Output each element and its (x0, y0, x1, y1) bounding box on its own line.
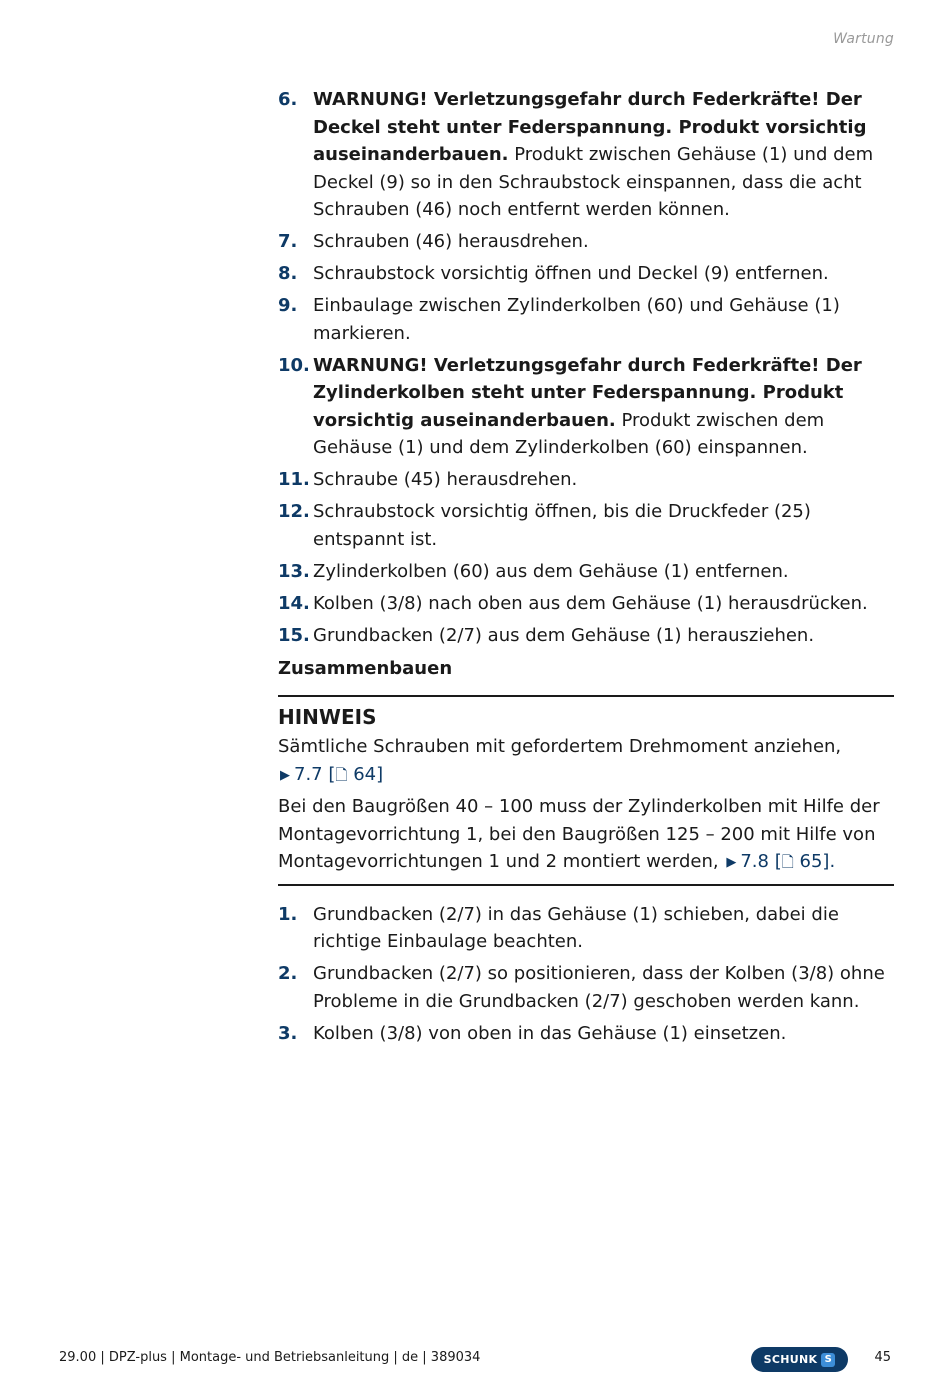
instruction-text: Grundbacken (2/7) so positionieren, dass der Kolben (3/8) ohne Probleme in die Grundbacken (2/7) geschoben werden kann. (313, 963, 885, 1012)
step-13 (278, 558, 894, 586)
assembly-step-2 (278, 960, 894, 1015)
step-14 (278, 590, 894, 618)
page-icon: 🗋 (781, 853, 794, 871)
step-number: 12. (278, 501, 310, 522)
logo-text: SCHUNK (763, 1353, 818, 1366)
step-number: 2. (278, 963, 298, 984)
arrow-right-icon: ▶ (280, 767, 290, 783)
main-content (278, 86, 894, 1052)
assembly-heading: Zusammenbauen (278, 658, 453, 679)
step-number: 13. (278, 560, 310, 582)
instruction-text: Schraubstock vorsichtig öffnen und Deckel (9) entfernen. (313, 263, 829, 284)
step-number: 3. (278, 1022, 298, 1044)
instruction-text: Kolben (3/8) nach oben aus dem Gehäuse (1) herausdrücken. (313, 592, 868, 614)
notice-text: Bei den Baugrößen 40 – 100 muss der Zylinderkolben mit Hilfe der Montagevorrichtung 1, bei den Baugrößen 125 – 200 mit Hilfe von Montagevorrichtungen 1 und 2 montiert werden, (278, 796, 880, 872)
step-number: 15. (278, 624, 310, 646)
instruction-text: Produkt zwischen Gehäuse (1) und dem Deckel (9) so in den Schraubstock einspannen, dass die acht Schrauben (46) noch entfernt werden können. (313, 144, 874, 220)
warning-text: WARNUNG! Verletzungsgefahr durch Federkräfte! Der Deckel steht unter Federspannung. Produkt vorsichtig auseinanderbauen. (313, 89, 867, 165)
cross-reference-link[interactable]: ▶ 7.7 [🗋 64] (278, 764, 383, 785)
step-number: 1. (278, 903, 298, 925)
step-number: 6. (278, 89, 298, 110)
instruction-text: Zylinderkolben (60) aus dem Gehäuse (1) entfernen. (313, 560, 789, 582)
page-ref: 64 (353, 763, 377, 785)
step-15 (278, 622, 894, 650)
step-text (313, 86, 894, 224)
section-title: Wartung (833, 31, 894, 47)
cross-reference-link[interactable]: ▶ 7.8 [🗋 65] (724, 851, 829, 872)
page-icon: 🗋 (335, 765, 348, 784)
instruction-text: Kolben (3/8) von oben in das Gehäuse (1) einsetzen. (313, 1022, 787, 1044)
step-10 (278, 352, 894, 462)
footer-doc-info: 29.00 | DPZ-plus | Montage- und Betriebsanleitung | de | 389034 (59, 1350, 481, 1365)
notice-paragraph (278, 733, 894, 789)
step-number: 9. (278, 295, 298, 316)
step-6 (278, 86, 894, 224)
assembly-step-1 (278, 901, 894, 956)
instruction-text: Schraubstock vorsichtig öffnen, bis die Druckfeder (25) entspannt ist. (313, 501, 811, 550)
assembly-step-3 (278, 1020, 894, 1048)
section-ref: 7.7 (294, 763, 323, 785)
step-12 (278, 498, 894, 553)
notice-box (278, 695, 894, 886)
instruction-text: Schrauben (46) herausdrehen. (313, 231, 589, 252)
instruction-text: Grundbacken (2/7) in das Gehäuse (1) schieben, dabei die richtige Einbaulage beachten. (313, 903, 839, 952)
step-number: 11. (278, 469, 310, 490)
logo-mark-icon: S (821, 1353, 835, 1367)
page-number: 45 (874, 1350, 891, 1365)
instruction-text: Einbaulage zwischen Zylinderkolben (60) und Gehäuse (1) markieren. (313, 295, 840, 344)
warning-text: WARNUNG! Verletzungsgefahr durch Federkräfte! Der Zylinderkolben steht unter Federspannung. Produkt vorsichtig auseinanderbauen. (313, 354, 862, 431)
period: . (829, 851, 836, 872)
notice-text: Sämtliche Schrauben mit gefordertem Drehmoment anziehen, (278, 736, 842, 757)
step-number: 7. (278, 231, 298, 252)
step-number: 10. (278, 354, 310, 376)
instruction-text: Grundbacken (2/7) aus dem Gehäuse (1) herausziehen. (313, 624, 815, 646)
step-11 (278, 466, 894, 494)
instruction-text: Schraube (45) herausdrehen. (313, 469, 578, 490)
step-number: 8. (278, 263, 298, 284)
page-ref: 65 (799, 851, 823, 872)
step-number: 14. (278, 592, 310, 614)
section-ref: 7.8 (740, 851, 769, 872)
step-7 (278, 228, 894, 256)
instruction-text: Produkt zwischen dem Gehäuse (1) und dem Zylinderkolben (60) einspannen. (313, 409, 825, 458)
schunk-logo (751, 1347, 848, 1372)
step-8 (278, 260, 894, 288)
step-9 (278, 292, 894, 347)
step-text (313, 352, 894, 462)
arrow-right-icon: ▶ (726, 855, 737, 870)
assembly-steps (278, 901, 894, 1048)
disassembly-steps (278, 86, 894, 649)
notice-paragraph (278, 793, 894, 877)
notice-title: HINWEIS (278, 705, 377, 729)
